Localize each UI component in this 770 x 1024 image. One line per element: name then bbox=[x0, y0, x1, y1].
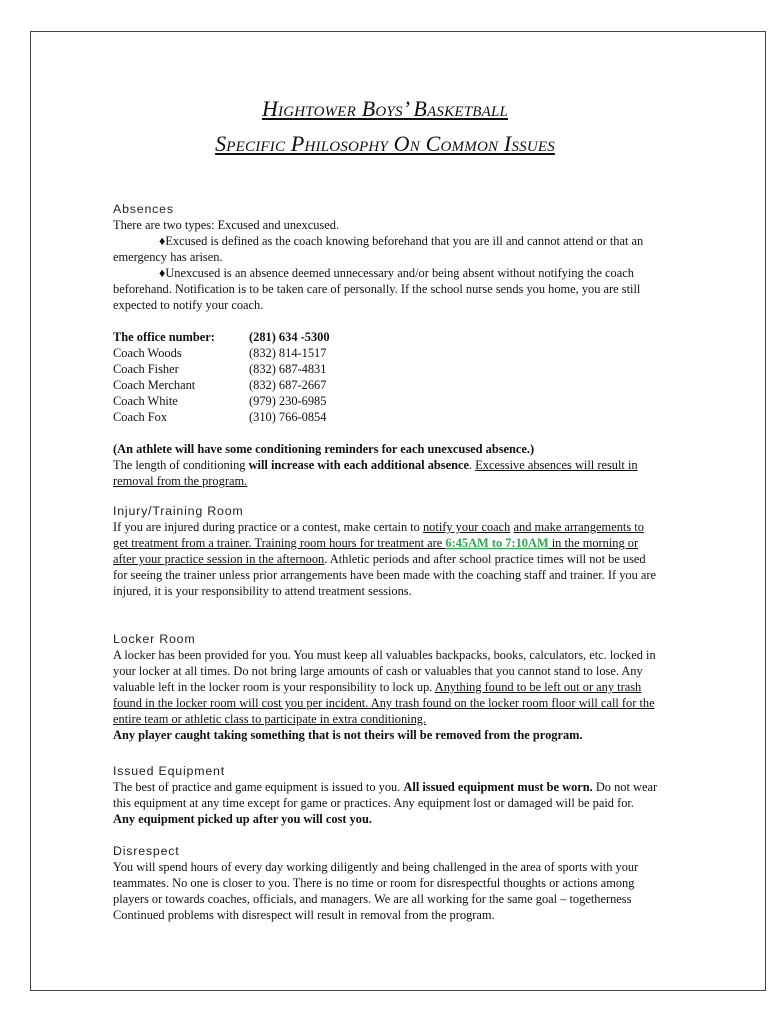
equipment-section bbox=[113, 763, 658, 827]
contact-phone: (832) 687-2667 bbox=[249, 378, 327, 392]
unexcused-definition: ♦Unexcused is an absence deemed unnecessary and/or being absent without notifying the coach beforehand. Notification is to be taken care of personally. If the school nurse sends you home, you are still expected to notify your coach. bbox=[113, 266, 641, 312]
contact-phone: (281) 634 -5300 bbox=[249, 330, 330, 344]
training-hours: 6:45AM to 7:10AM bbox=[445, 536, 549, 550]
length-bold: will increase with each additional absence bbox=[248, 458, 469, 472]
contact-row bbox=[113, 361, 330, 377]
document-title: Hightower Boys’ Basketball bbox=[261, 96, 509, 121]
injury-heading: Injury/Training Room bbox=[113, 504, 244, 518]
equipment-text-2: Do not wear this equipment at any time except for game or practices. Any equipment lost or damaged will be paid for. bbox=[113, 780, 658, 810]
absences-intro: There are two types: Excused and unexcused. bbox=[113, 218, 340, 232]
contact-name: Coach Fisher bbox=[113, 362, 179, 376]
conditioning-reminder: (An athlete will have some conditioning reminders for each unexcused absence.) bbox=[113, 442, 535, 456]
injury-text-2: . Athletic periods and after school practice times will not be used for seeing the trainer unless prior arrangements have been made with the coaching staff and trainer. If you are injured, it is your responsibility to attend treatment sessions. bbox=[113, 552, 657, 598]
equipment-heading: Issued Equipment bbox=[113, 764, 225, 778]
theft-warning: Any player caught taking something that is not theirs will be removed from the program. bbox=[113, 728, 583, 742]
training-time-note: in the morning or after your practice session in the afternoon bbox=[113, 536, 639, 566]
contact-phone: (832) 687-4831 bbox=[249, 362, 327, 376]
contact-name: Coach White bbox=[113, 394, 178, 408]
contact-table bbox=[113, 329, 330, 425]
equipment-bold-2: Any equipment picked up after you will cost you. bbox=[113, 812, 372, 826]
locker-section bbox=[113, 631, 658, 743]
locker-heading: Locker Room bbox=[113, 632, 196, 646]
disrespect-text: You will spend hours of every day working diligently and being challenged in the area of sports with your teammates. No one is closer to you. There is no time or room for disrespectful thoughts or actions among players or towards coaches, officials, and managers. We are all working for the same goal – togetherness Continued problems with disrespect will result in removal from the program. bbox=[113, 860, 639, 922]
injury-text bbox=[113, 519, 658, 599]
contact-row bbox=[113, 377, 330, 393]
locker-text-1: A locker has been provided for you. You must keep all valuables backpacks, books, calculators, etc. locked in your locker at all times. Do not bring large amounts of cash or valuables that you cannot stand to lose. Any valuable left in the locker room is your responsibility to lock up. bbox=[113, 648, 656, 694]
contact-row bbox=[113, 329, 330, 345]
length-sep: . bbox=[469, 458, 476, 472]
disrespect-heading: Disrespect bbox=[113, 844, 180, 858]
treatment-arrangements: and make arrangements to get treatment from a trainer. Training room hours for treatment are bbox=[113, 520, 644, 550]
contact-name: Coach Woods bbox=[113, 346, 182, 360]
contact-name: Coach Fox bbox=[113, 410, 168, 424]
contact-phone: (310) 766-0854 bbox=[249, 410, 327, 424]
removal-warning: Excessive absences will result in removal from the program. bbox=[113, 458, 638, 488]
equipment-bold-1: All issued equipment must be worn. bbox=[403, 780, 593, 794]
disrespect-section bbox=[113, 843, 658, 923]
conditioning-length bbox=[113, 457, 658, 489]
locker-text bbox=[113, 647, 658, 743]
length-text: The length of conditioning bbox=[113, 458, 249, 472]
notify-coach: notify your coach bbox=[422, 520, 511, 534]
equipment-text bbox=[113, 779, 658, 827]
contact-row bbox=[113, 345, 330, 361]
contact-phone: (979) 230-6985 bbox=[249, 394, 327, 408]
contact-row bbox=[113, 393, 330, 409]
injury-section bbox=[113, 503, 658, 599]
absences-section bbox=[113, 201, 658, 489]
absences-heading: Absences bbox=[113, 202, 174, 216]
locker-warning: Anything found to be left out or any trash found in the locker room will cost you per incident. Any trash found on the locker room floor will call for the entire team or athletic class to participate in extra conditioning. bbox=[113, 680, 655, 726]
contact-phone: (832) 814-1517 bbox=[249, 346, 327, 360]
contact-name: Coach Merchant bbox=[113, 378, 196, 392]
contact-name: The office number: bbox=[113, 330, 215, 344]
excused-definition: ♦Excused is defined as the coach knowing beforehand that you are ill and cannot attend or that an emergency has arisen. bbox=[113, 234, 644, 264]
contact-row bbox=[113, 409, 330, 425]
equipment-text-1: The best of practice and game equipment is issued to you. bbox=[113, 780, 404, 794]
document-subtitle: Specific Philosophy On Common Issues bbox=[215, 131, 555, 156]
injury-text-1: If you are injured during practice or a contest, make certain to bbox=[113, 520, 423, 534]
